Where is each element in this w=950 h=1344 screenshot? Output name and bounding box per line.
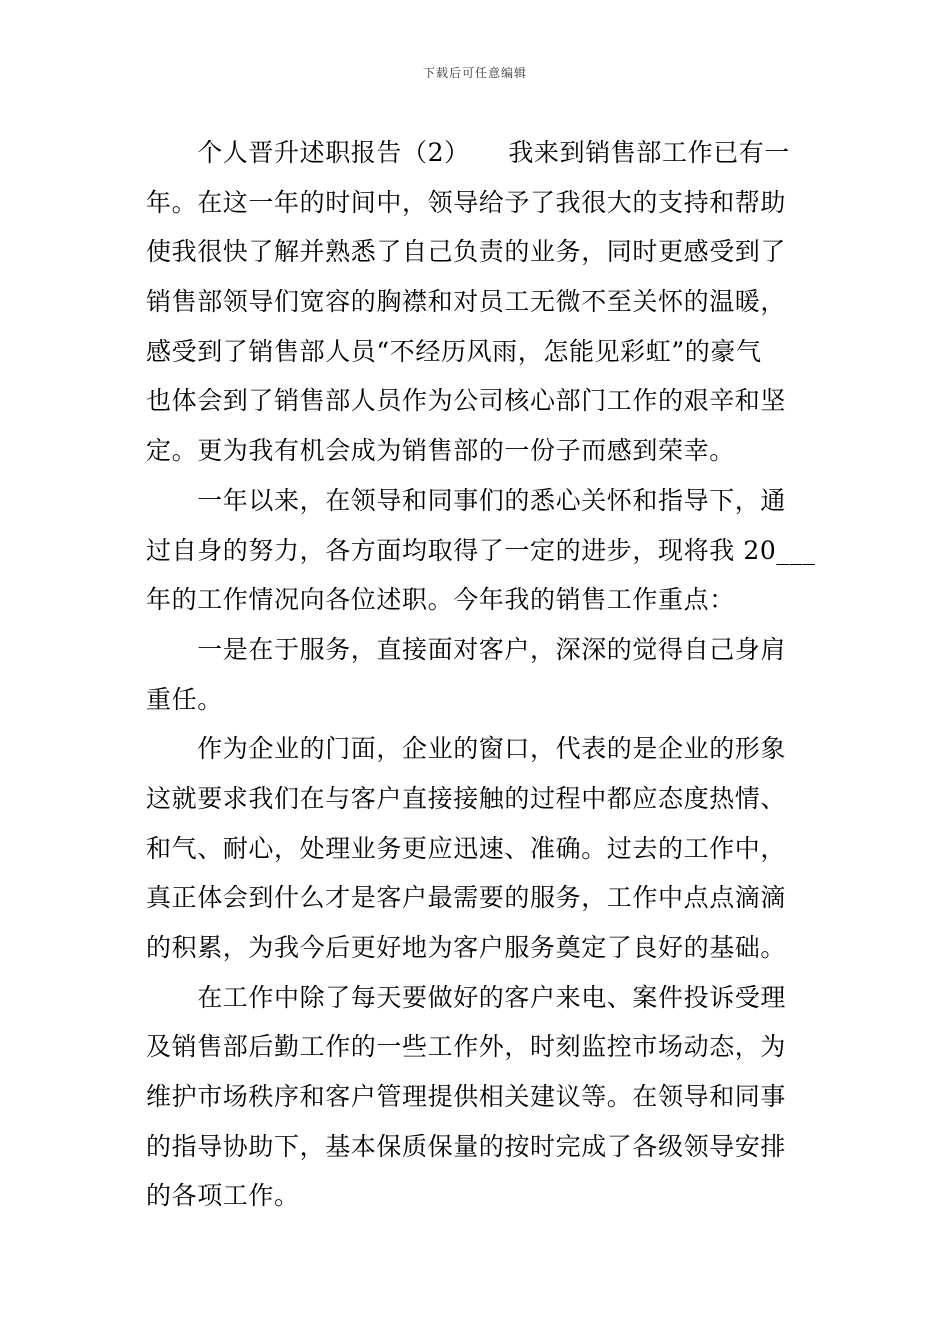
body-line: 使我很快了解并熟悉了自己负责的业务，同时更感受到了 <box>146 237 787 267</box>
document-body <box>146 128 816 1221</box>
body-line: 这就要求我们在与客户直接接触的过程中都应态度热情、 <box>146 783 787 813</box>
body-line: 真正体会到什么才是客户最需要的服务，工作中点点滴滴 <box>146 883 787 913</box>
body-line: 的指导协助下，基本保质保量的按时完成了各级领导安排 <box>146 1131 787 1161</box>
body-line: 年。在这一年的时间中，领导给予了我很大的支持和帮助 <box>146 187 787 217</box>
body-line: 感受到了销售部人员“不经历风雨，怎能见彩虹”的豪气 <box>146 336 762 366</box>
body-line: 也体会到了销售部人员作为公司核心部门工作的艰辛和坚 <box>146 386 787 416</box>
body-line: 的各项工作。 <box>146 1181 300 1211</box>
page-header-note: 下载后可任意编辑 <box>422 66 527 80</box>
body-line: 一是在于服务，直接面对客户，深深的觉得自己身肩 <box>146 634 787 664</box>
body-line: 定。更为我有机会成为销售部的一份子而感到荣幸。 <box>146 436 735 466</box>
body-line: 销售部领导们宽容的胸襟和对员工无微不至关怀的温暖， <box>146 287 787 317</box>
body-line: 一年以来，在领导和同事们的悉心关怀和指导下，通 <box>146 485 787 515</box>
body-line: 作为企业的门面，企业的窗口，代表的是企业的形象 <box>146 734 787 764</box>
body-line: 重任。 <box>146 684 223 714</box>
body-line: 年的工作情况向各位述职。今年我的销售工作重点： <box>146 585 735 615</box>
body-line: 维护市场秩序和客户管理提供相关建议等。在领导和同事 <box>146 1082 787 1112</box>
body-line: 和气、耐心，处理业务更应迅速、准确。过去的工作中， <box>146 833 787 863</box>
body-line: 在工作中除了每天要做好的客户来电、案件投诉受理 <box>146 982 787 1012</box>
body-line: 个人晋升述职报告（2） 我来到销售部工作已有一 <box>146 138 791 167</box>
body-line: 及销售部后勤工作的一些工作外，时刻监控市场动态，为 <box>146 1032 787 1062</box>
body-line: 过自身的努力，各方面均取得了一定的进步，现将我 20___ <box>146 535 816 565</box>
body-line: 的积累，为我今后更好地为客户服务奠定了良好的基础。 <box>146 933 787 962</box>
